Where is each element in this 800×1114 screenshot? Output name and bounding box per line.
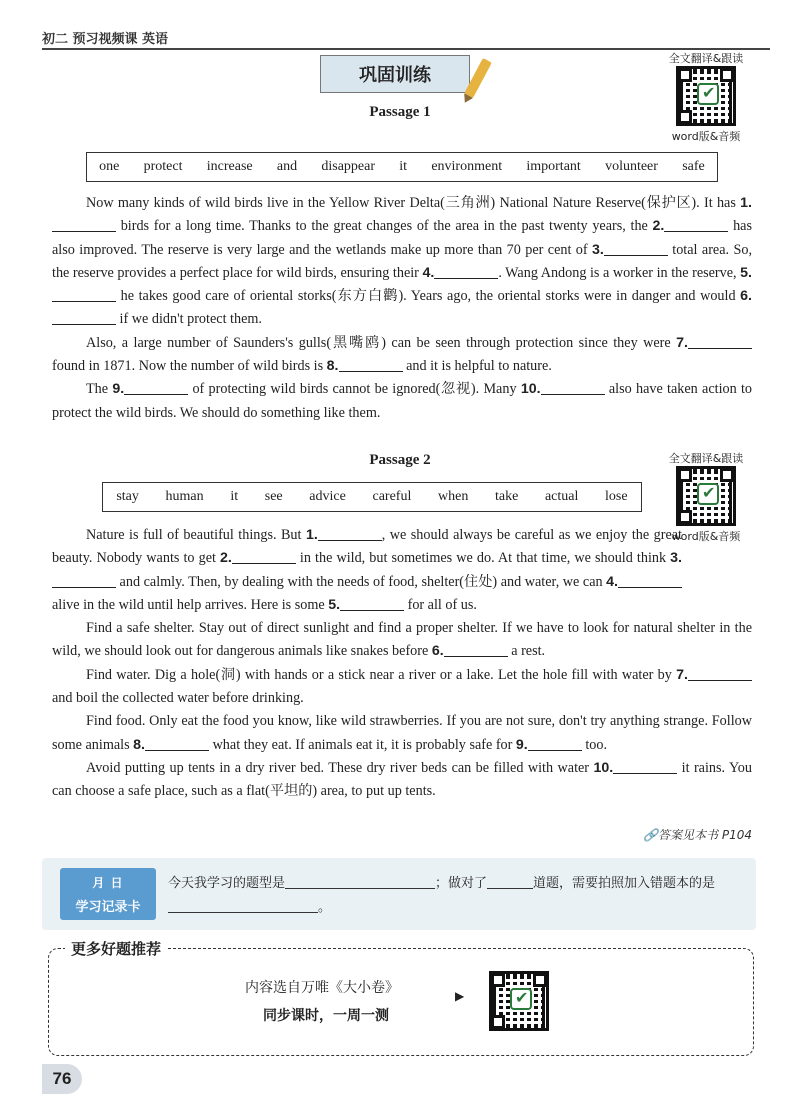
answer-blank[interactable]: [434, 265, 498, 279]
page-number: 76: [42, 1064, 82, 1094]
word-bank-item: important: [526, 159, 581, 174]
passage1-paragraph: Also, a large number of Saunders's gulls(黑嘴鸥) can be seen through protection since they were 7. found in 1871. Now the number of wild birds is 8. and it is helpful to nature.: [52, 332, 752, 379]
check-icon: [697, 83, 719, 105]
section-title-text: 巩固训练: [359, 65, 431, 86]
answer-blank[interactable]: [528, 737, 582, 751]
qr-caption-top-1: 全文翻译&跟读: [668, 52, 744, 65]
answer-blank[interactable]: [613, 760, 677, 774]
record-date: 月 日: [92, 876, 124, 890]
more-line1: 内容选自万唯《大小卷》: [245, 980, 399, 996]
record-blank[interactable]: [285, 875, 435, 889]
answer-blank[interactable]: [145, 737, 209, 751]
answer-blank[interactable]: [52, 311, 116, 325]
answer-blank[interactable]: [52, 218, 116, 232]
section-title: [320, 55, 470, 93]
word-bank-item: human: [165, 489, 204, 504]
more-questions-box: [48, 940, 754, 1056]
answer-blank[interactable]: [618, 574, 682, 588]
record-tag: [60, 868, 156, 920]
more-label: 更多好题推荐: [65, 938, 167, 959]
qr-code-icon[interactable]: [676, 466, 736, 526]
answer-blank[interactable]: [52, 288, 116, 302]
link-icon: 🔗: [643, 828, 659, 842]
answer-blank[interactable]: [664, 218, 728, 232]
record-card-label: 学习记录卡: [75, 900, 141, 915]
word-bank-item: one: [99, 159, 120, 174]
word-bank-item: safe: [682, 159, 705, 174]
arrow-right-icon: ▶: [455, 989, 465, 1003]
word-bank-item: see: [264, 489, 283, 504]
word-bank-item: it: [399, 159, 408, 174]
qr-caption-bottom-1: word版&音频: [671, 130, 741, 143]
study-record-card: [42, 858, 756, 930]
word-bank-item: advice: [309, 489, 346, 504]
answer-blank[interactable]: [541, 381, 605, 395]
passage1-title: Passage 1: [369, 104, 431, 120]
check-icon: [510, 988, 532, 1010]
answer-blank[interactable]: [444, 643, 508, 657]
word-bank-item: environment: [431, 159, 503, 174]
answer-blank[interactable]: [604, 242, 668, 256]
answer-blank[interactable]: [688, 667, 752, 681]
word-bank-item: take: [494, 489, 519, 504]
passage2-paragraph: Find water. Dig a hole(洞) with hands or a stick near a river or a lake. Let the hole fill with water by 7. and boil the collected water before drinking.: [52, 664, 752, 711]
word-bank-item: it: [230, 489, 239, 504]
word-bank-item: careful: [372, 489, 412, 504]
answer-blank[interactable]: [52, 574, 116, 588]
qr-caption-bottom-2: word版&音频: [671, 530, 741, 543]
passage1-body: [52, 192, 752, 425]
passage2-word-bank: [102, 482, 642, 512]
record-blank[interactable]: [168, 899, 318, 913]
pencil-icon: [464, 58, 492, 98]
word-bank-item: and: [276, 159, 298, 174]
passage2-paragraph: Avoid putting up tents in a dry river bed. These dry river beds can be filled with water 10. it rains. You can choose a safe place, such as a flat(平坦的) area, to put up tents.: [52, 759, 752, 800]
page-header: 初二 预习视频课 英语: [42, 32, 169, 47]
passage2-title: Passage 2: [369, 452, 431, 468]
answer-blank[interactable]: [124, 381, 188, 395]
passage2-paragraph: Nature is full of beautiful things. But 1. , we should always be careful as we enjoy the great beauty. Nobody wants to get 2. in the wild, but sometimes we do. At that time, we should think 3. and calmly. Then, by dealing with the needs of food, shelter(住处) and water, we can 4. alive in the wild until help arrives. Here is some 5. for all of us.: [52, 527, 683, 613]
passage2-body: [52, 524, 752, 804]
answer-reference: 🔗答案见本书 P104: [643, 828, 752, 842]
record-body: 今天我学习的题型是 ；做对了 道题，需要拍照加入错题本的是。: [168, 876, 716, 915]
answer-blank[interactable]: [232, 550, 296, 564]
qr-caption-top-2: 全文翻译&跟读: [668, 452, 744, 465]
answer-blank[interactable]: [340, 597, 404, 611]
passage1-word-bank: [86, 152, 718, 182]
more-line2: 同步课时，一周一测: [263, 1008, 389, 1024]
word-bank-item: stay: [116, 489, 139, 504]
passage1-paragraph: The 9. of protecting wild birds cannot be ignored(忽视). Many 10. also have taken action to protect the wild birds. We should do something like them.: [52, 381, 753, 421]
answer-blank[interactable]: [318, 527, 382, 541]
word-bank-item: volunteer: [605, 159, 658, 174]
word-bank-item: increase: [206, 159, 253, 174]
word-bank-item: disappear: [321, 159, 376, 174]
passage2-paragraph: Find food. Only eat the food you know, like wild strawberries. If you are not sure, don't try anything strange. Follow some animals 8. what they eat. If animals eat it, it is probably safe for 9. too.: [52, 713, 752, 753]
check-icon: [697, 483, 719, 505]
word-bank-item: actual: [544, 489, 579, 504]
record-blank[interactable]: [487, 875, 533, 889]
passage1-paragraph: Now many kinds of wild birds live in the Yellow River Delta(三角洲) National Nature Reserve(保护区). It has 1. birds for a long time. Thanks to the great changes of the area in the past twenty years, the 2. has also improved. The reserve is very large and the wetlands make up more than 70 per cent of 3. total area. So, the reserve provides a perfect place for wild birds, ensuring their 4. . Wang Andong is a worker in the reserve, 5. he takes good care of oriental storks(东方白鹳). Years ago, the oriental storks were in danger and would 6. if we didn't protect them.: [52, 195, 752, 328]
word-bank-item: lose: [605, 489, 628, 504]
answer-blank[interactable]: [339, 358, 403, 372]
word-bank-item: when: [438, 489, 469, 504]
answer-blank[interactable]: [688, 335, 752, 349]
word-bank-item: protect: [143, 159, 183, 174]
passage2-paragraph: Find a safe shelter. Stay out of direct sunlight and find a proper shelter. If we have to look for natural shelter in the wild, we should look out for dangerous animals like snakes before 6. a rest.: [52, 620, 752, 660]
qr-code-icon[interactable]: [489, 971, 549, 1031]
